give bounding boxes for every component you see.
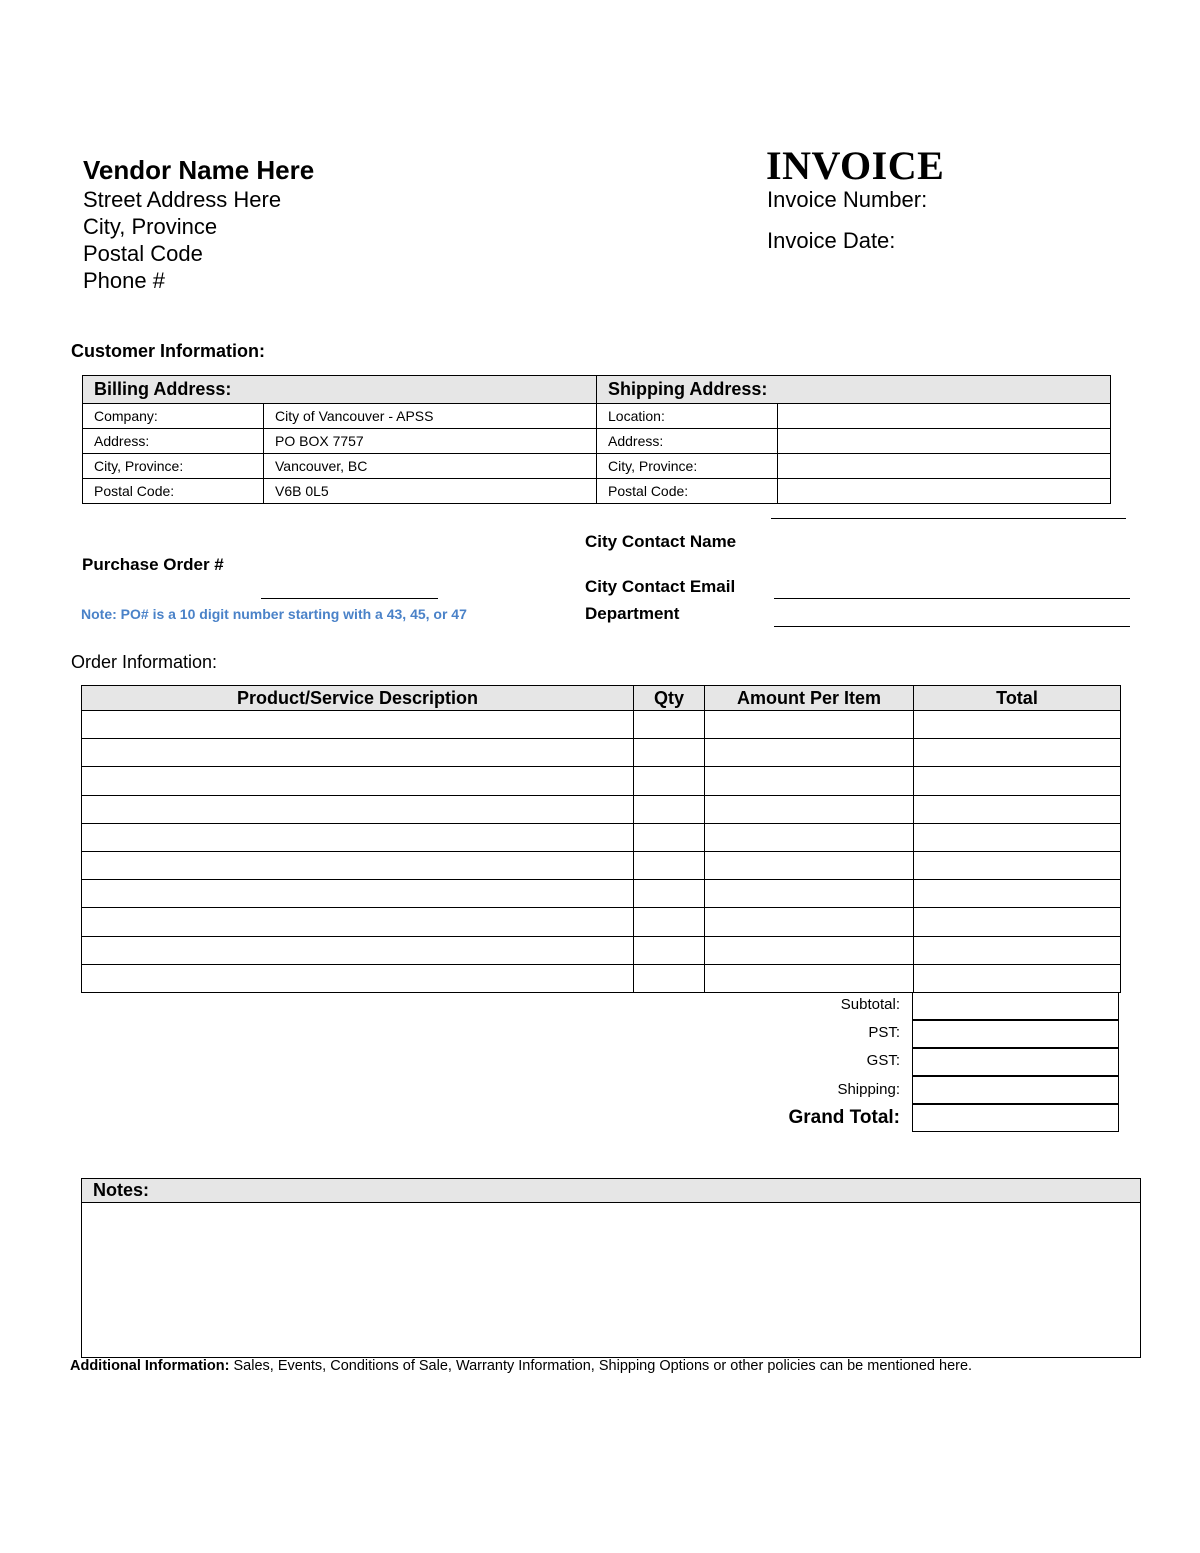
vendor-postal: Postal Code bbox=[83, 241, 203, 266]
qty-cell[interactable] bbox=[634, 851, 705, 879]
total-cell[interactable] bbox=[914, 711, 1121, 739]
order-row bbox=[82, 908, 1121, 936]
description-cell[interactable] bbox=[82, 739, 634, 767]
billing-field-value[interactable]: V6B 0L5 bbox=[264, 479, 597, 504]
order-rows bbox=[82, 711, 1121, 993]
invoice-number-label: Invoice Number: bbox=[767, 187, 928, 212]
amount-cell[interactable] bbox=[705, 936, 914, 964]
shipping-field[interactable] bbox=[912, 1076, 1119, 1104]
order-row bbox=[82, 795, 1121, 823]
order-row bbox=[82, 739, 1121, 767]
shipping-field-value[interactable] bbox=[778, 454, 1111, 479]
pst-field[interactable] bbox=[912, 1020, 1119, 1048]
notes-box bbox=[81, 1178, 1141, 1358]
pst-label: PST: bbox=[868, 1024, 900, 1041]
customer-row bbox=[83, 454, 1111, 479]
qty-cell[interactable] bbox=[634, 795, 705, 823]
additional-info-label: Additional Information: bbox=[70, 1358, 230, 1374]
contact-name-field[interactable] bbox=[771, 518, 1126, 519]
subtotal-label: Subtotal: bbox=[840, 996, 900, 1013]
total-cell[interactable] bbox=[914, 964, 1121, 992]
total-cell[interactable] bbox=[914, 851, 1121, 879]
description-cell[interactable] bbox=[82, 964, 634, 992]
amount-cell[interactable] bbox=[705, 739, 914, 767]
amount-cell[interactable] bbox=[705, 795, 914, 823]
vendor-city: City, Province bbox=[83, 214, 218, 239]
order-row bbox=[82, 767, 1121, 795]
order-table bbox=[81, 685, 1121, 993]
total-cell[interactable] bbox=[914, 739, 1121, 767]
total-cell[interactable] bbox=[914, 767, 1121, 795]
amount-cell[interactable] bbox=[705, 711, 914, 739]
description-cell[interactable] bbox=[82, 936, 634, 964]
qty-cell[interactable] bbox=[634, 739, 705, 767]
total-cell[interactable] bbox=[914, 795, 1121, 823]
vendor-street: Street Address Here bbox=[83, 187, 282, 212]
vendor-name: Vendor Name Here bbox=[83, 155, 315, 185]
shipping-field-value[interactable] bbox=[778, 404, 1111, 429]
billing-field-label: City, Province: bbox=[83, 454, 264, 479]
customer-info-label: Customer Information: bbox=[71, 341, 266, 361]
shipping-label: Shipping: bbox=[837, 1081, 900, 1098]
gst-field[interactable] bbox=[912, 1048, 1119, 1076]
billing-address-header: Billing Address: bbox=[83, 376, 597, 404]
shipping-field-label: Location: bbox=[597, 404, 778, 429]
description-cell[interactable] bbox=[82, 851, 634, 879]
order-row bbox=[82, 823, 1121, 851]
department-field[interactable] bbox=[774, 626, 1130, 627]
contact-email-field[interactable] bbox=[774, 598, 1130, 599]
description-cell[interactable] bbox=[82, 880, 634, 908]
billing-field-label: Address: bbox=[83, 429, 264, 454]
customer-table bbox=[82, 375, 1111, 504]
description-cell[interactable] bbox=[82, 795, 634, 823]
shipping-field-label: Address: bbox=[597, 429, 778, 454]
gst-label: GST: bbox=[866, 1052, 900, 1069]
billing-field-label: Company: bbox=[83, 404, 264, 429]
customer-row bbox=[83, 404, 1111, 429]
notes-body[interactable] bbox=[82, 1203, 1140, 1357]
order-row bbox=[82, 936, 1121, 964]
department-label: Department bbox=[585, 604, 680, 623]
column-header-qty: Qty bbox=[634, 686, 705, 711]
purchase-order-field[interactable] bbox=[261, 598, 438, 599]
billing-field-value[interactable]: PO BOX 7757 bbox=[264, 429, 597, 454]
qty-cell[interactable] bbox=[634, 711, 705, 739]
billing-field-value[interactable]: City of Vancouver - APSS bbox=[264, 404, 597, 429]
subtotal-field[interactable] bbox=[912, 992, 1119, 1020]
qty-cell[interactable] bbox=[634, 880, 705, 908]
amount-cell[interactable] bbox=[705, 767, 914, 795]
shipping-field-value[interactable] bbox=[778, 479, 1111, 504]
qty-cell[interactable] bbox=[634, 823, 705, 851]
total-cell[interactable] bbox=[914, 823, 1121, 851]
order-row bbox=[82, 851, 1121, 879]
additional-info-text: Sales, Events, Conditions of Sale, Warranty Information, Shipping Options or other policies can be mentioned here. bbox=[229, 1358, 973, 1374]
total-cell[interactable] bbox=[914, 908, 1121, 936]
grand-total-label: Grand Total: bbox=[788, 1107, 900, 1128]
qty-cell[interactable] bbox=[634, 908, 705, 936]
notes-header: Notes: bbox=[82, 1179, 1140, 1203]
vendor-phone: Phone # bbox=[83, 268, 165, 293]
amount-cell[interactable] bbox=[705, 851, 914, 879]
customer-row bbox=[83, 479, 1111, 504]
purchase-order-label: Purchase Order # bbox=[82, 555, 224, 574]
description-cell[interactable] bbox=[82, 711, 634, 739]
billing-field-value[interactable]: Vancouver, BC bbox=[264, 454, 597, 479]
billing-field-label: Postal Code: bbox=[83, 479, 264, 504]
invoice-title: INVOICE bbox=[766, 143, 945, 188]
description-cell[interactable] bbox=[82, 823, 634, 851]
shipping-field-label: Postal Code: bbox=[597, 479, 778, 504]
total-cell[interactable] bbox=[914, 880, 1121, 908]
qty-cell[interactable] bbox=[634, 936, 705, 964]
amount-cell[interactable] bbox=[705, 908, 914, 936]
shipping-field-value[interactable] bbox=[778, 429, 1111, 454]
description-cell[interactable] bbox=[82, 767, 634, 795]
column-header-total: Total bbox=[914, 686, 1121, 711]
total-cell[interactable] bbox=[914, 936, 1121, 964]
contact-name-label: City Contact Name bbox=[585, 532, 737, 551]
invoice-date-label: Invoice Date: bbox=[767, 228, 896, 253]
additional-information bbox=[70, 1358, 972, 1374]
description-cell[interactable] bbox=[82, 908, 634, 936]
po-note: Note: PO# is a 10 digit number starting with a 43, 45, or 47 bbox=[81, 606, 467, 622]
column-header-amount: Amount Per Item bbox=[705, 686, 914, 711]
order-row bbox=[82, 711, 1121, 739]
customer-row bbox=[83, 429, 1111, 454]
grand-total-field[interactable] bbox=[912, 1104, 1119, 1132]
order-row bbox=[82, 964, 1121, 992]
amount-cell[interactable] bbox=[705, 964, 914, 992]
column-header-description: Product/Service Description bbox=[82, 686, 634, 711]
qty-cell[interactable] bbox=[634, 767, 705, 795]
shipping-address-header: Shipping Address: bbox=[597, 376, 1111, 404]
amount-cell[interactable] bbox=[705, 880, 914, 908]
order-row bbox=[82, 880, 1121, 908]
contact-email-label: City Contact Email bbox=[585, 577, 736, 596]
order-info-label: Order Information: bbox=[71, 652, 218, 672]
qty-cell[interactable] bbox=[634, 964, 705, 992]
shipping-field-label: City, Province: bbox=[597, 454, 778, 479]
amount-cell[interactable] bbox=[705, 823, 914, 851]
